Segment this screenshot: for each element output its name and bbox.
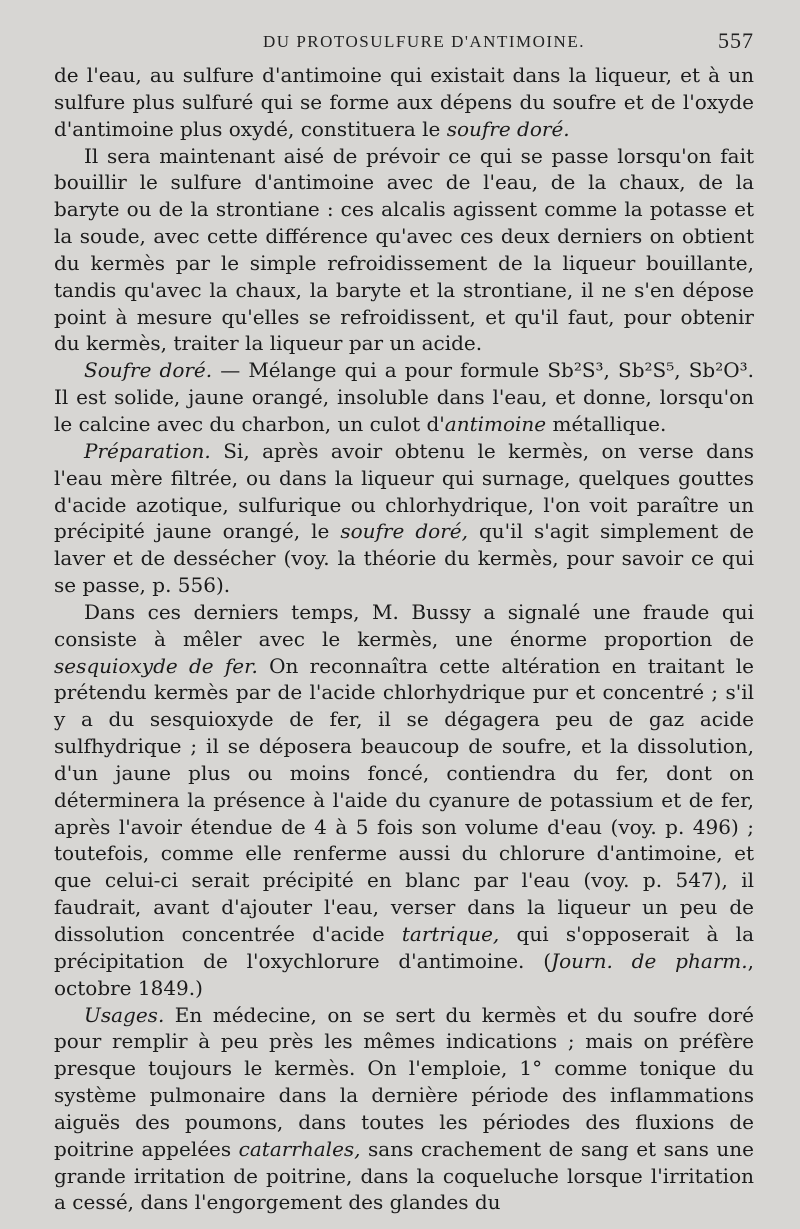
italic-run: sesquioxyde de fer. (54, 653, 258, 678)
italic-run: catarrhales, (238, 1136, 361, 1161)
body-text (54, 62, 754, 1216)
text-run: Il sera maintenant aisé de prévoir ce qui se passe lorsqu'on fait bouillir le sulfure d'antimoine avec de l'eau, de la chaux, de la baryte ou de la strontiane : ces alcalis agissent comme la potasse et la soude, avec cette différence qu'avec ces deux derniers on obtient du kermès par le simple refroidissement de la liqueur bouillante, tandis qu'avec la chaux, la baryte et la strontiane, il ne s'en dépose point à mesure qu'elles se refroidissent, et qu'il faut, pour obtenir du kermès, traiter la liqueur par un acide. (54, 143, 754, 356)
paragraph-bouillir-alcalis (54, 143, 754, 358)
italic-run: Usages. (84, 1002, 165, 1027)
text-run: métallique. (546, 411, 667, 436)
italic-run: soufre doré, (340, 519, 468, 544)
italic-run: Préparation. (84, 438, 211, 463)
text-run: sans crachement de sang et sans une grande irritation de poitrine, dans la coqueluche lorsque l'irritation a cessé, dans l'engorgement des glandes du (54, 1136, 754, 1215)
page-number: 557 (718, 28, 754, 53)
italic-run: antimoine (444, 411, 547, 436)
running-head (54, 28, 754, 62)
italic-run: Soufre doré. (84, 358, 213, 383)
text-run: Si, après avoir obtenu le kermès, on verse dans l'eau mère filtrée, ou dans la liqueur qui surnage, quelques gouttes d'acide azotique, sulfurique ou chlorhydrique, l'on voit paraître un précipité jaune orangé, le (54, 438, 754, 544)
paragraph-soufre-dore-conclusion (54, 62, 754, 143)
running-title: DU PROTOSULFURE D'ANTIMOINE. (263, 32, 585, 51)
text-run: de l'eau, au sulfure d'antimoine qui existait dans la liqueur, et à un sulfure plus sulfuré qui se forme aux dépens du soufre et de l'oxyde d'antimoine plus oxydé, constituera le (54, 63, 754, 141)
text-run: — Mélange qui a pour formule Sb²S³, Sb²S⁵, Sb²O³. Il est solide, jaune orangé, insoluble dans l'eau, et donne, lorsqu'on le calcine avec du charbon, un culot d' (54, 358, 754, 436)
text-run: , octobre 1849.) (54, 948, 754, 1000)
text-run: qui s'opposerait à la précipitation de l'oxychlorure d'antimoine. ( (54, 922, 754, 973)
text-run: Dans ces derniers temps, M. Bussy a signalé une fraude qui consiste à mêler avec le kermès, une énorme proportion de (54, 599, 754, 651)
text-run: On reconnaîtra cette altération en traitant le prétendu kermès par de l'acide chlorhydrique pur et concentré ; s'il y a du sesquioxyde de fer, il se dégagera peu de gaz acide sulfhydrique ; il se déposera beaucoup de soufre, et la dissolution, d'un jaune plus ou moins foncé, contiendra du fer, dont on déterminera la présence à l'aide du cyanure de potassium et de fer, après l'avoir étendue de 4 à 5 fois son volume d'eau (voy. p. 496) ; toutefois, comme elle renferme aussi du chlorure d'antimoine, et que celui-ci serait précipité en blanc par l'eau (voy. p. 547), il faudrait, avant d'ajouter l'eau, verser dans la liqueur un peu de dissolution concentrée d'acide (54, 653, 754, 946)
text-run: qu'il s'agit simplement de laver et de dessécher (voy. la théorie du kermès, pour savoir ce qui se passe, p. 556). (54, 519, 754, 598)
paragraph-fraude-bussy (54, 599, 754, 1002)
paragraph-soufre-dore-definition (54, 357, 754, 438)
italic-run: soufre doré. (446, 116, 570, 141)
text-run: En médecine, on se sert du kermès et du soufre doré pour remplir à peu près les mêmes indications ; mais on préfère presque toujours le kermès. On l'emploie, 1° comme tonique du système pulmonaire dans la dernière période des inflammations aiguës des poumons, dans toutes les périodes des fluxions de poitrine appelées (54, 1002, 754, 1161)
italic-run: Journ. de pharm. (551, 948, 748, 973)
paragraph-usages (54, 1002, 754, 1217)
paragraph-preparation (54, 438, 754, 599)
italic-run: tartrique, (401, 922, 500, 946)
